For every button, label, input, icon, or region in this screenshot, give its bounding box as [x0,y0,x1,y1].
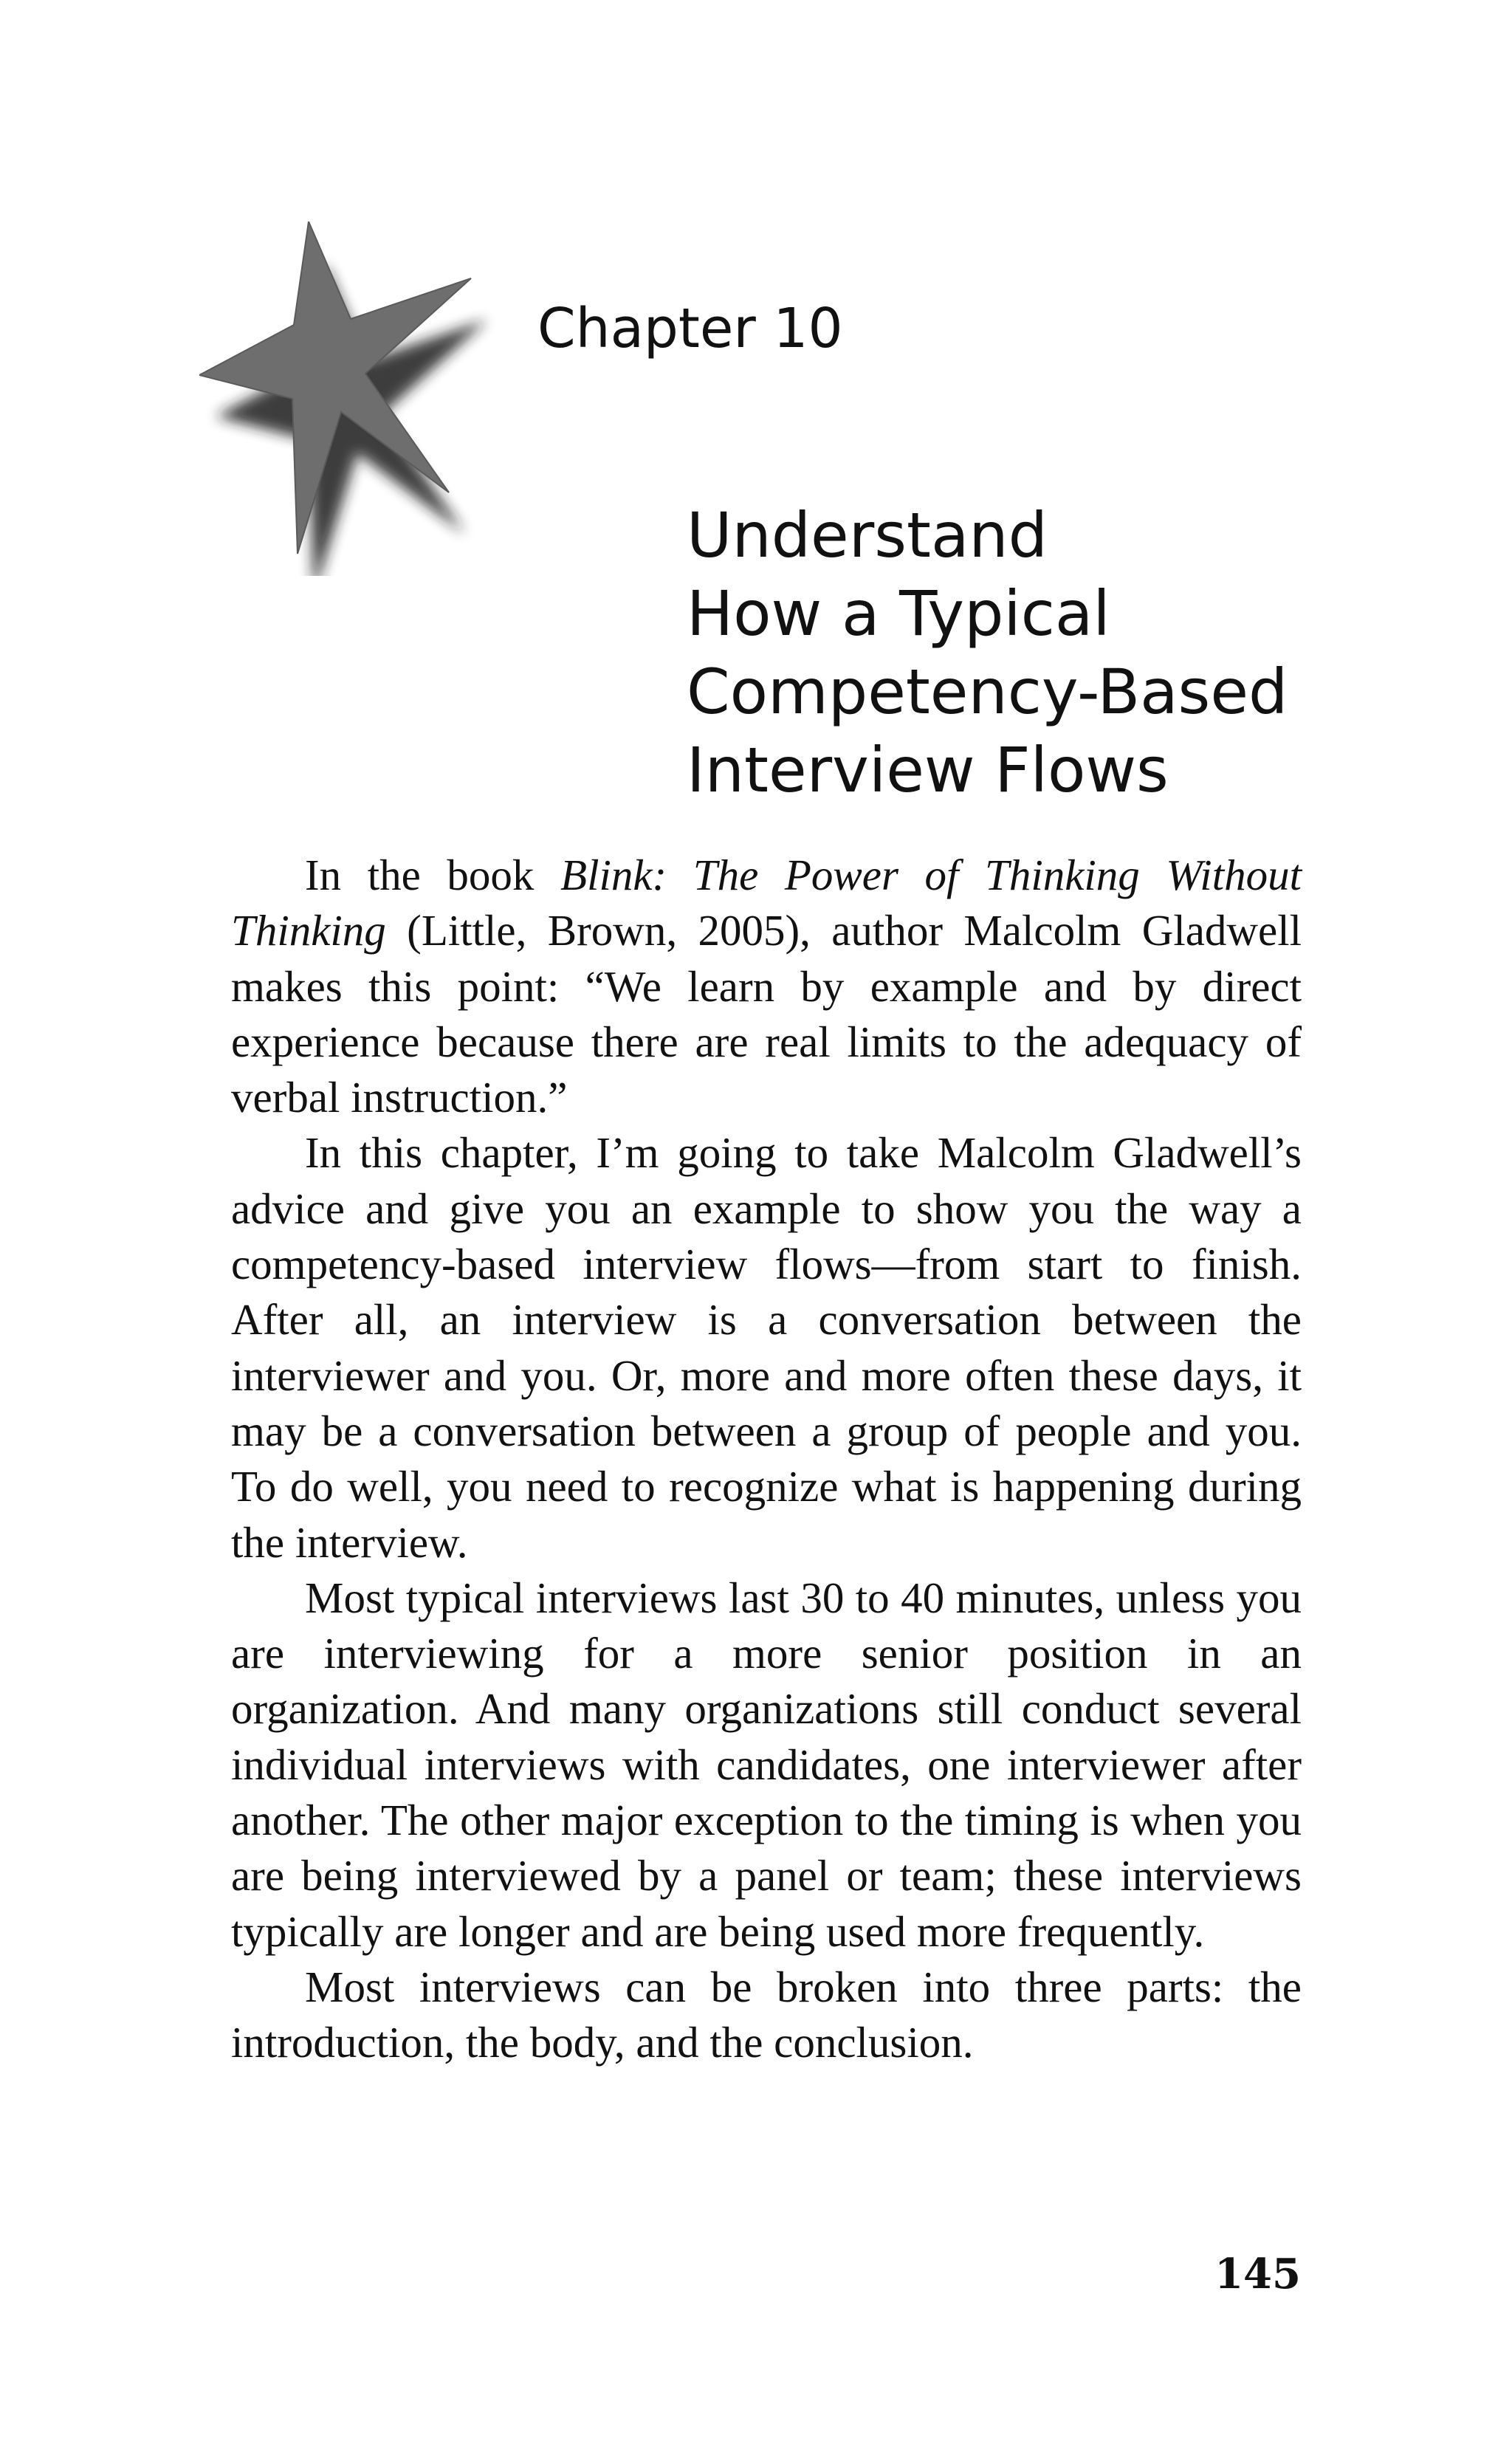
paragraph-1-lead: In the book [305,851,561,899]
page-number: 145 [1214,2250,1301,2298]
chapter-label: Chapter 10 [537,297,843,360]
chapter-title [687,496,1288,809]
book-title: Blink: The Power of Thinking Without Thinking [231,851,1302,955]
paragraph-3: Most typical interviews last 30 to 40 minutes, unless you are interviewing for a more senior position in an organization. And many organizations still conduct several individual interviews with candidates, one interviewer after another. The other major exception to the timing is when you are being interviewed by a panel or team; these interviews typically are longer and are being used more frequently. [231,1573,1302,1956]
body-text [231,848,1302,2071]
chapter-title-line: Interview Flows [687,734,1169,806]
paragraph-1 [231,848,1302,1125]
chapter-title-line: Understand [687,499,1048,571]
chapter-title-line: Competency-Based [687,656,1288,728]
paragraph-4: Most interviews can be broken into three parts: the introduction, the body, and the conclusion. [231,1962,1302,2067]
paragraph-2: In this chapter, I’m going to take Malcolm Gladwell’s advice and give you an example to show you the way a competency-based interview flows—from start to finish. After all, an interview is a conversation between the interviewer and you. Or, more and more often these days, it may be a conversation between a group of people and you. To do well, you need to recognize what is happening during the interview. [231,1128,1302,1567]
star-icon [199,222,524,576]
chapter-title-line: How a Typical [687,577,1110,650]
paragraph-1-rest: (Little, Brown, 2005), author Malcolm Gladwell makes this point: “We learn by example and by direct experience because there are real limits to the adequacy of verbal instruction.” [231,906,1302,1122]
